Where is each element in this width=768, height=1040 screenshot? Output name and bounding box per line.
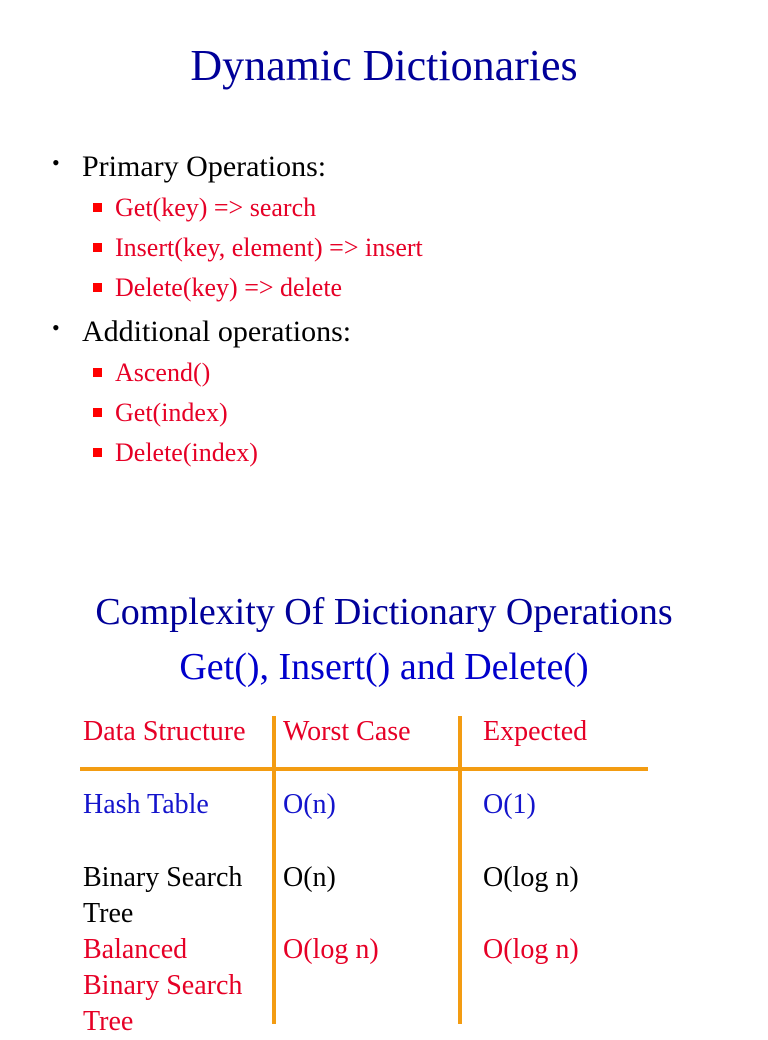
sub-bullet-get-key: Get(key) => search xyxy=(115,193,317,222)
square-bullet-icon xyxy=(93,408,102,417)
bullet-primary-operations: Primary Operations: xyxy=(82,150,327,183)
table-cell-structure: Hash Table xyxy=(83,789,209,820)
table-header-data-structure: Data Structure xyxy=(83,716,246,747)
table-header-expected: Expected xyxy=(483,716,588,747)
slide-title-complexity: Complexity Of Dictionary Operations xyxy=(95,591,673,633)
sub-bullet-get-index: Get(index) xyxy=(115,398,228,427)
slide-subtitle-operations: Get(), Insert() and Delete() xyxy=(179,646,589,688)
table-cell-worst: O(n) xyxy=(283,862,336,893)
bullet-dot: • xyxy=(52,315,60,340)
table-vertical-divider xyxy=(458,716,462,1024)
table-cell-expected: O(log n) xyxy=(483,862,579,893)
sub-bullet-ascend: Ascend() xyxy=(115,358,211,387)
square-bullet-icon xyxy=(93,243,102,252)
table-cell-structure: Binary Search xyxy=(83,862,243,893)
slide-title: Dynamic Dictionaries xyxy=(190,41,578,90)
square-bullet-icon xyxy=(93,203,102,212)
sub-bullet-delete-key: Delete(key) => delete xyxy=(115,273,343,302)
sub-bullet-delete-index: Delete(index) xyxy=(115,438,258,467)
table-header-worst-case: Worst Case xyxy=(283,716,411,747)
table-cell-worst: O(n) xyxy=(283,789,336,820)
table-cell-expected: O(1) xyxy=(483,789,536,820)
table-cell-structure: Balanced xyxy=(83,934,188,965)
bullet-additional-operations: Additional operations: xyxy=(82,315,352,348)
table-cell-structure: Binary Search xyxy=(83,970,243,1001)
square-bullet-icon xyxy=(93,283,102,292)
square-bullet-icon xyxy=(93,368,102,377)
square-bullet-icon xyxy=(93,448,102,457)
table-cell-structure: Tree xyxy=(83,1006,134,1037)
sub-bullet-insert: Insert(key, element) => insert xyxy=(115,233,423,262)
table-cell-expected: O(log n) xyxy=(483,934,579,965)
table-header-divider xyxy=(80,767,648,771)
bullet-dot: • xyxy=(52,150,60,175)
table-cell-worst: O(log n) xyxy=(283,934,379,965)
table-vertical-divider xyxy=(272,716,276,1024)
table-cell-structure: Tree xyxy=(83,898,134,929)
